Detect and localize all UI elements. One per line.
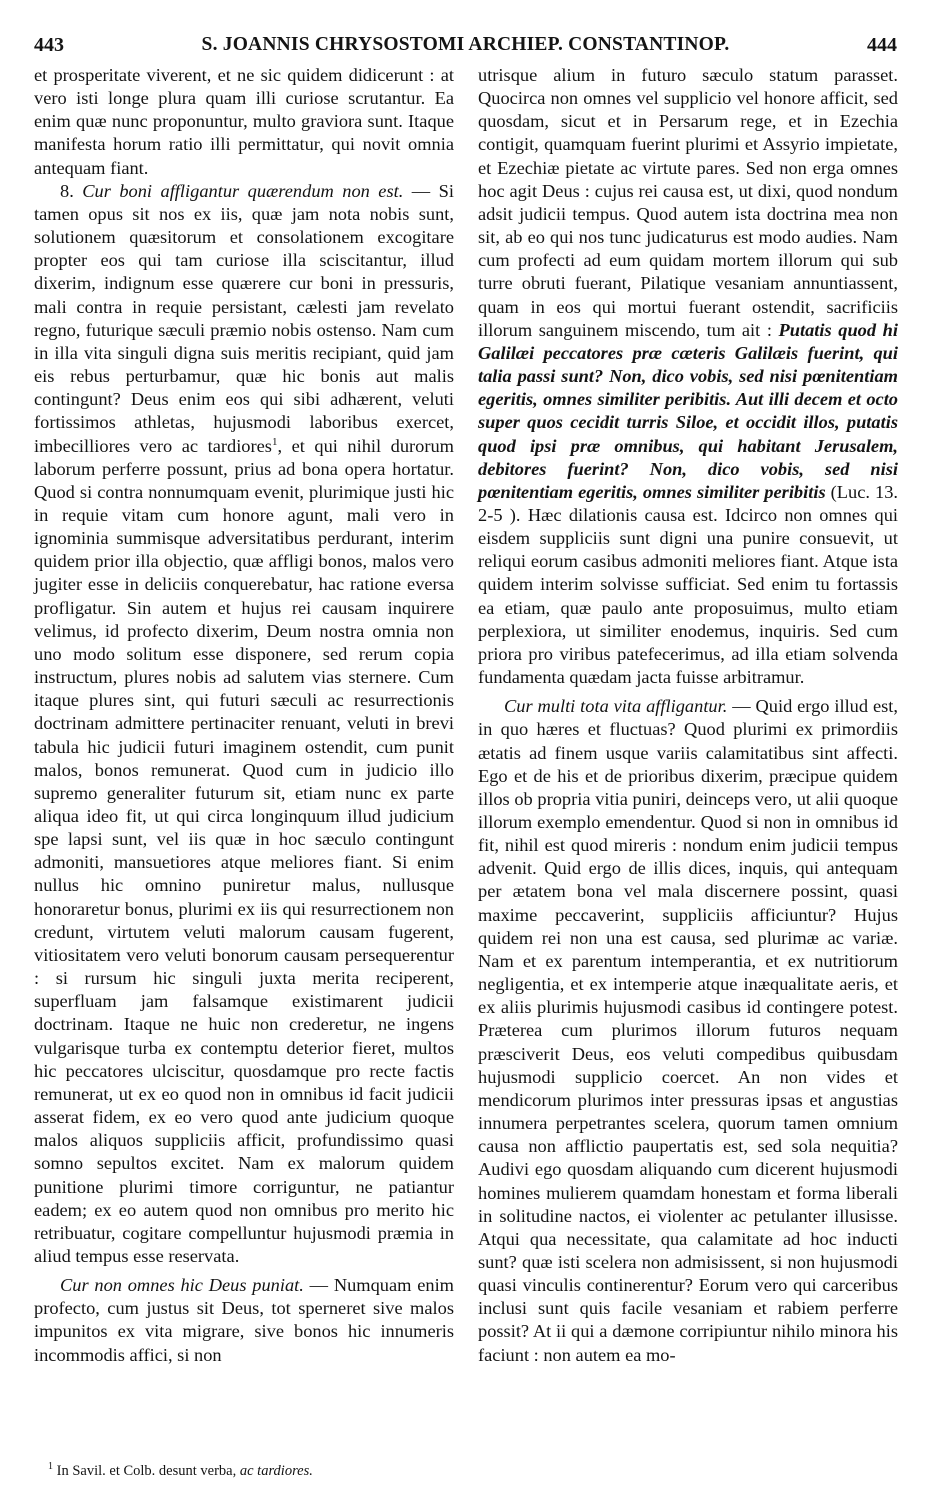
paragraph: [34, 180, 454, 1268]
heading-dash: —: [732, 696, 756, 717]
running-title: S. JOANNIS CHRYSOSTOMI ARCHIEP. CONSTANTINOP.: [201, 34, 730, 55]
paragraph-text: Numquam enim profecto, cum justus sit Deus, tot sperneret sive malos impunitos ex vita migrare, sive bonos hic innumeris incommodis affici, si non: [34, 1275, 454, 1365]
paragraph-text: et prosperitate viverent, et ne sic quidem didicerunt : at vero isti longe plura quam illi curiose scrutantur. Ea enim quæ nunc proponuntur, multo graviora sunt. Itaque manifesta horum ratio illi permittatur, qui novit omnia antequam fiant.: [34, 65, 454, 178]
paragraph-text: , et qui nihil durorum laborum perferre possunt, prius ad bona opera hortatur. Quod si contra nonnumquam evenit, plurimique justi hic in requie vitam cum honore agunt, mali vero in ignominia summisque adversitatibus perdurant, interim quidem prior illa objectio, quæ affligi bonos, malos vero jugiter esse in deliciis conquerebatur, hac ratione eversa profligatur. Sin autem et hujus rei causam inquirere velimus, id profecto dixerim, Deum nostra omnia non uno modo solitum esse disponere, sed rerum copia instructum, plures nobis ad salutem vias sternere. Cum itaque plures sint, qui futuri sæculi ac resurrectionis doctrinam admittere pertinaciter renuant, veluti in brevi tabula hic judicii futuri imaginem ostendit, cum punit malos, bonos remunerat. Quod cum in judicio illo supremo generaliter futurum sit, etiam nunc ex parte aliqua ideo fit, ut qui circa longinquum illud judicium spe lapsi sunt, vel iis quæ in hoc sæculo contingunt admoniti, mansuetiores atque meliores fiant. Si enim nullus hic omnino puniretur malus, nullusque honoraretur bonus, plurimi ex iis qui resurrectionem non credunt, virtutem veluti malorum causam fugerent, vitiositatem vero veluti bonorum causam persequerentur : si rursum hic singuli juxta merita reciperent, superfluam jam falsamque existimarent judicii doctrinam. Itaque ne huic non crederetur, ne ingens vulgarisque turba ex contemptu deterior fieret, multos hic peccatores ulciscitur, quosdamque pro recte factis remunerat, ut ex eo quod non in omnibus id facit judicii asserat fidem, ex eo vero quod ante judicium quoque malos aliquos suppliciis afficit, profundissimo quasi somno sepultos excitet. Nam ex malorum quidem punitione plurimi timore corriguntur, ne patiantur eadem; ex eo autem quod non omnibus pro merito hic retribuatur, cogitare compelluntur hujusmodi præmia in aliud tempus esse reservata.: [34, 435, 454, 1266]
section-heading: Cur boni affligantur quærendum non est.: [82, 180, 404, 201]
paragraph: [478, 64, 898, 689]
page-number-left: 443: [34, 34, 64, 56]
page-number-right: 444: [867, 34, 897, 56]
right-column: [478, 64, 898, 1367]
footnote-italic: ac tardiores.: [239, 1463, 313, 1479]
paragraph-text: Quid ergo illud est, in quo hæres et fluctuas? Quod plurimi ex primordiis ætatis ad finem usque variis calamitatibus sint affecti. Ego et de his et de prioribus dixerim, præcipue quidem illos ob propria vitia puniri, deinceps vero, ut alii quoque illorum exemplo emendentur. Quod si non in omnibus id fit, nihil est quod mireris : nondum enim judicii tempus advenit. Quid ergo de illis dices, inquis, qui antequam per ætatem bona vel mala discernere possint, quasi maxime peccaverint, suppliciis afficiuntur? Hujus quidem rei non una est causa, sed plurimæ ac variæ. Nam et ex parentum intemperantia, et ex nutritiorum negligentia, et ex intemperie atque inæqualitate aeris, et ex aliis plurimis hujusmodi casibus id contingere potest. Præterea cum plurimos illorum futuros nequam præsciverit Deus, eos veluti compedibus quibusdam hujusmodi supplicio coercet. An non vides et mendicorum plurimos inter pressuras ipsas et angustias innumera perpetrantes scelera, quorum tamen omnium causa non afflictio paupertatis est, sed sola nequitia? Audivi ego quosdam aliquando cum dicerent hujusmodi homines mulierem quamdam honestam et forma liberali in solitudine nactos, ei violenter ac petulanter illusisse. Atqui qua necessitate, qua calamitate ad hoc inducti sunt? quæ isti scelera non admisissent, si non hujusmodi quasi vinculis continerentur? Eorum vero qui carceribus inclusi sunt quis facile vesaniam et rabiem perferre possit? At ii qui a dæmone corripiuntur nihilo minora his faciunt : non autem ea mo-: [478, 696, 898, 1365]
paragraph-text: Si tamen opus sit nos ex iis, quæ jam nota nobis sunt, solutionem quæsitorum et consolationem excogitare propter eos qui tam curiose illa sciscitantur, illud dixerim, indignum esse quærere cur boni in pressuris, mali contra in requie persistant, cælesti jam revelato regno, futurique sæculi præmio nobis ostenso. Nam cum in illa vita singuli digna suis meritis recipiant, quid jam eis rebus perturbamur, quæ hic bonis aut malis contingunt? Deus enim eos qui sibi adhærent, veluti fortissimos athletas, hujusmodi laboribus exercet, imbecilliores vero ac tardiores: [34, 180, 454, 456]
scripture-reference: (Luc. 13. 2-5 ).: [478, 481, 898, 525]
footnote-text: In Savil. et Colb. desunt verba,: [56, 1463, 237, 1479]
page-header: [34, 34, 897, 64]
footnote-reference: 1: [271, 435, 278, 448]
footnote-mark: 1: [48, 1461, 53, 1473]
left-column: [34, 64, 454, 1367]
paragraph-text: utrisque alium in futuro sæculo statum parasset. Quocirca non omnes vel supplicio vel honore afficit, sed quosdam, sicut et in Persarum rege, et in Ezechia contigit, quamquam fuerint plurimi et Assyrio impietate, et Ezechiæ pietate ac virtute pares. Sed non erga omnes hoc agit Deus : cujus rei causa est, ut dixi, quod nondum adsit judicii tempus. Quod autem ista doctrina mea non sit, ab eo qui nos tunc judicaturus est modo audies. Nam cum profecti ad eum quidam mortem illorum qui sub turre obruti fuerant, Pilatique vesaniam annuntiassent, quam in eos qui mortui fuerant ostendit, sacrificiis illorum sanguinem miscendo, tum ait :: [478, 65, 898, 340]
paragraph: [478, 695, 898, 1367]
heading-dash: —: [411, 180, 439, 201]
paragraph-text: Hæc dilationis causa est. Idcirco non omnes qui eisdem suppliciis sunt digni una punire consuevit, ut reliqui eorum casibus admoniti meliores fiant. Atque ista quidem interim solvisse sufficiat. Sed enim tu fortassis ea etiam, quæ paulo ante proposuimus, multo etiam perplexiora, ut similiter enodemus, inquiris. Sed cum priora pro viribus patefecerimus, ad illa etiam solvenda fundamenta quædam jacta fuisse arbitramur.: [478, 504, 899, 688]
section-heading: Cur multi tota vita affligantur.: [504, 696, 728, 717]
paragraph: [34, 64, 454, 180]
scripture-quotation: Putatis quod hi Galilæi peccatores præ cæteris Galilæis fuerint, qui talia passi sunt? Non, dico vobis, sed nisi pœnitentiam egeritis, omnes similiter peribitis. Aut illi decem et octo super quos cecidit turris Siloe, et occidit illos, putatis quod ipsi præ omnibus, qui habitant Jerusalem, debitores fuerint? Non, dico vobis, sed nisi pœnitentiam egeritis, omnes similiter peribitis: [478, 319, 898, 502]
section-number: 8.: [60, 180, 74, 201]
footnote: [48, 1462, 448, 1480]
heading-dash: —: [309, 1275, 334, 1296]
paragraph: [34, 1274, 454, 1367]
section-heading: Cur non omnes hic Deus puniat.: [60, 1275, 304, 1296]
